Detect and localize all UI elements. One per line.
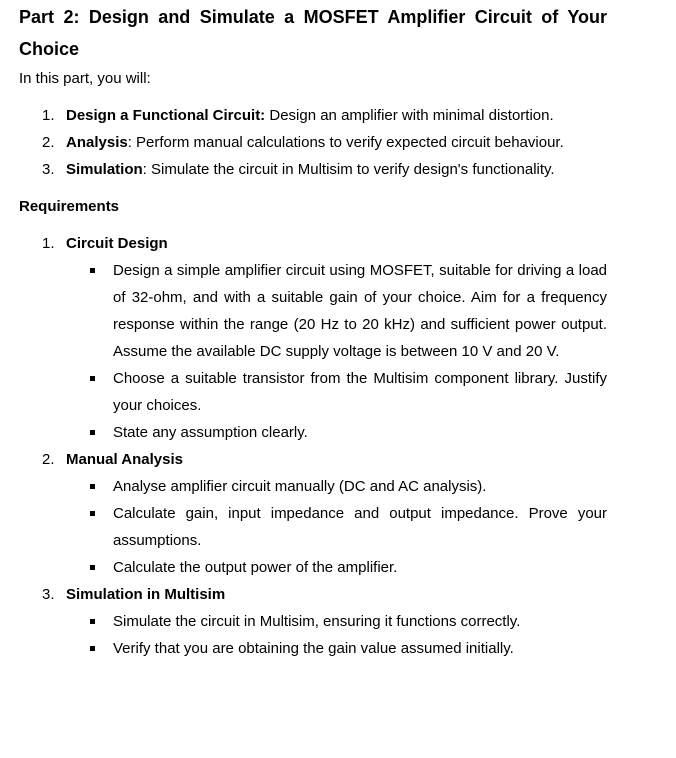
bullet-marker — [90, 646, 95, 651]
requirement-number: 3. — [42, 586, 55, 603]
bullet-text: Calculate gain, input impedance and output impedance. Prove your assumptions. — [113, 505, 607, 549]
requirement-bullets-wrapper — [19, 473, 607, 581]
task-label: Analysis — [66, 134, 128, 151]
bullet-item — [19, 635, 607, 662]
requirement-number: 2. — [42, 451, 55, 468]
bullet-text: Verify that you are obtaining the gain value assumed initially. — [113, 640, 514, 657]
bullet-list — [19, 257, 607, 446]
bullet-item — [19, 608, 607, 635]
bullet-marker — [90, 619, 95, 624]
requirement-label: Manual Analysis — [66, 451, 183, 468]
bullet-text: Analyse amplifier circuit manually (DC and AC analysis). — [113, 478, 487, 495]
requirements-list — [19, 230, 607, 662]
bullet-list — [19, 608, 607, 662]
bullet-item — [19, 419, 607, 446]
bullet-marker — [90, 484, 95, 489]
task-number: 3. — [42, 161, 55, 178]
bullet-text: Design a simple amplifier circuit using MOSFET, suitable for driving a load of 32-ohm, and with a suitable gain of your choice. Aim for a frequency response within the range (20 Hz to 20 kHz) and sufficient power output. Assume the available DC supply voltage is between 10 V and 20 V. — [113, 262, 607, 360]
requirement-label: Circuit Design — [66, 235, 168, 252]
task-label: Simulation — [66, 161, 143, 178]
bullet-marker — [90, 268, 95, 273]
bullet-marker — [90, 565, 95, 570]
bullet-marker — [90, 376, 95, 381]
requirement-bullets-wrapper — [19, 257, 607, 446]
bullet-marker — [90, 511, 95, 516]
requirements-heading: Requirements — [19, 198, 120, 215]
requirement-label: Simulation in Multisim — [66, 586, 226, 603]
bullet-item — [19, 365, 607, 419]
requirement-manual-analysis — [19, 446, 607, 473]
bullet-item — [19, 473, 607, 500]
bullet-item — [19, 554, 607, 581]
bullet-text: State any assumption clearly. — [113, 424, 308, 441]
task-list — [19, 102, 607, 183]
page-title: Part 2: Design and Simulate a MOSFET Amplifier Circuit of Your Choice — [19, 7, 607, 59]
bullet-text: Choose a suitable transistor from the Multisim component library. Justify your choices. — [113, 370, 607, 414]
requirement-circuit-design — [19, 230, 607, 257]
task-number: 2. — [42, 134, 55, 151]
bullet-text: Simulate the circuit in Multisim, ensuring it functions correctly. — [113, 613, 521, 630]
bullet-marker — [90, 430, 95, 435]
task-item-simulation — [19, 156, 607, 183]
bullet-item — [19, 500, 607, 554]
task-text: Design an amplifier with minimal distortion. — [265, 107, 554, 124]
task-number: 1. — [42, 107, 55, 124]
intro-text: In this part, you will: — [19, 70, 151, 87]
requirement-simulation-multisim — [19, 581, 607, 608]
requirement-bullets-wrapper — [19, 608, 607, 662]
task-label: Design a Functional Circuit: — [66, 107, 266, 124]
requirement-number: 1. — [42, 235, 55, 252]
task-text: : Simulate the circuit in Multisim to verify design's functionality. — [142, 161, 555, 178]
bullet-list — [19, 473, 607, 581]
bullet-text: Calculate the output power of the amplifier. — [113, 559, 398, 576]
bullet-item — [19, 257, 607, 365]
task-item-analysis — [19, 129, 607, 156]
task-text: : Perform manual calculations to verify expected circuit behaviour. — [127, 134, 564, 151]
task-item-design — [19, 102, 607, 129]
document-page — [19, 0, 607, 662]
